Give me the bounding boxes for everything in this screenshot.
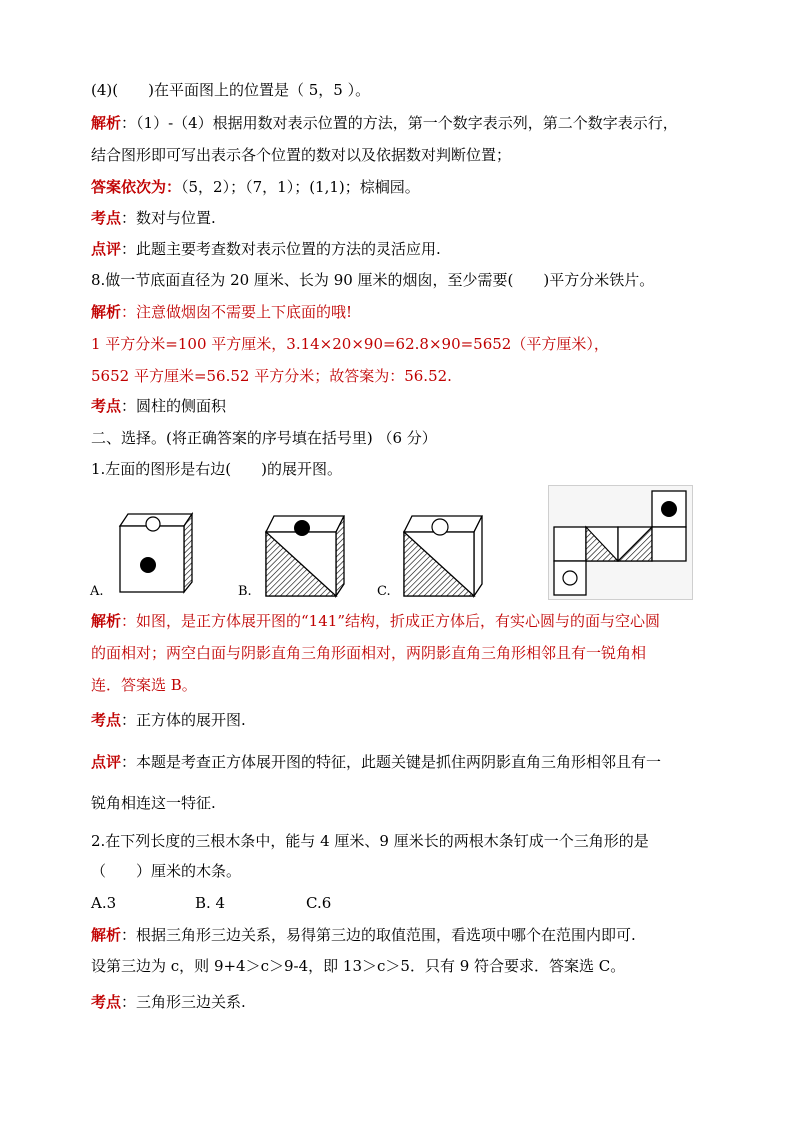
choice-2-explanation-line2: 设第三边为 c，则 9+4＞c＞9-4，即 13＞c＞5．只有 9 符合要求．答案选 C。 xyxy=(91,957,626,975)
cube-b-figure xyxy=(262,512,348,598)
knowledge-label: 考点 xyxy=(91,397,122,415)
explanation-text: ：注意做烟囱不需要上下底面的哦! xyxy=(121,303,353,321)
choice-2-knowledge-point xyxy=(91,992,246,1012)
knowledge-text: ：正方体的展开图. xyxy=(121,711,246,729)
explanation-8-line3: 5652 平方厘米=56.52 平方分米；故答案为：56.52. xyxy=(91,367,452,385)
knowledge-text: ：数对与位置. xyxy=(121,209,216,227)
choice-2-question-line2: （ ）厘米的木条。 xyxy=(91,862,242,880)
section-title-choice: 二、选择。(将正确答案的序号填在括号里) （6 分） xyxy=(91,429,437,447)
choice-2-explanation-line1 xyxy=(91,925,636,945)
choice-1-comment-line2: 锐角相连这一特征. xyxy=(91,794,216,812)
knowledge-point-1 xyxy=(91,208,216,228)
cube-a-figure xyxy=(112,512,198,594)
choice-2-question-line1: 2.在下列长度的三根木条中，能与 4 厘米、9 厘米长的两根木条钉成一个三角形的是 xyxy=(91,832,649,850)
knowledge-text: ：圆柱的侧面积 xyxy=(121,397,227,415)
choice-1-comment-line1 xyxy=(91,752,661,772)
comment-text: ：此题主要考查数对表示位置的方法的灵活应用. xyxy=(121,240,441,258)
explanation-text: ：如图，是正方体展开图的“141”结构，折成正方体后，有实心圆与的面与空心圆 xyxy=(121,612,660,630)
explanation-label: 解析 xyxy=(91,114,122,132)
knowledge-label: 考点 xyxy=(91,209,122,227)
explanation-text: ：根据三角形三边关系，易得第三边的取值范围，看选项中哪个在范围内即可. xyxy=(121,926,636,944)
comment-label: 点评 xyxy=(91,753,122,771)
knowledge-label: 考点 xyxy=(91,711,122,729)
choice-1-knowledge-point xyxy=(91,710,246,730)
explanation-sep: ： xyxy=(121,114,137,132)
explanation-8-line2: 1 平方分米=100 平方厘米，3.14×20×90=62.8×90=5652（平方厘米）， xyxy=(91,335,609,353)
explanation-label: 解析 xyxy=(91,612,122,630)
comment-label: 点评 xyxy=(91,240,122,258)
cube-net-figure xyxy=(548,485,693,600)
comment-1 xyxy=(91,239,441,259)
cube-c-figure xyxy=(400,512,486,598)
choice-2-option-c: C.6 xyxy=(306,894,332,912)
explanation-label: 解析 xyxy=(91,926,122,944)
knowledge-text: ：三角形三边关系. xyxy=(121,993,246,1011)
answer-label: 答案依次为： xyxy=(91,178,182,196)
comment-text: ：本题是考查正方体展开图的特征，此题关键是抓住两阴影直角三角形相邻且有一 xyxy=(121,753,662,771)
explanation-1-line1 xyxy=(91,113,678,133)
option-b-label: B. xyxy=(238,584,252,599)
answer-text: （5，2）；（7，1）；(1,1)；棕榈园。 xyxy=(181,178,420,196)
choice-2-option-b: B. 4 xyxy=(195,894,226,912)
q8-line: 8.做一节底面直径为 20 厘米、长为 90 厘米的烟囱，至少需要( )平方分米铁片。 xyxy=(91,271,655,289)
knowledge-point-8 xyxy=(91,396,226,416)
explanation-text: （1）-（4）根据用数对表示位置的方法，第一个数字表示列，第二个数字表示行， xyxy=(136,114,678,132)
option-c-label: C. xyxy=(377,584,391,599)
choice-1-explanation-line3: 连．答案选 B。 xyxy=(91,676,197,694)
explanation-label: 解析 xyxy=(91,303,122,321)
knowledge-label: 考点 xyxy=(91,993,122,1011)
explanation-1-line2: 结合图形即可写出表示各个位置的数对以及依据数对判断位置； xyxy=(91,146,512,164)
answer-line xyxy=(91,177,420,197)
choice-1-explanation-line1 xyxy=(91,611,660,631)
explanation-8-line1 xyxy=(91,302,352,322)
option-a-label: A. xyxy=(90,584,104,599)
choice-2-option-a: A.3 xyxy=(91,894,117,912)
q4-line: (4)( )在平面图上的位置是（ 5，5 ）。 xyxy=(91,81,371,99)
choice-1-question: 1.左面的图形是右边( )的展开图。 xyxy=(91,460,343,478)
choice-1-explanation-line2: 的面相对；两空白面与阴影直角三角形面相对，两阴影直角三角形相邻且有一锐角相 xyxy=(91,644,647,662)
